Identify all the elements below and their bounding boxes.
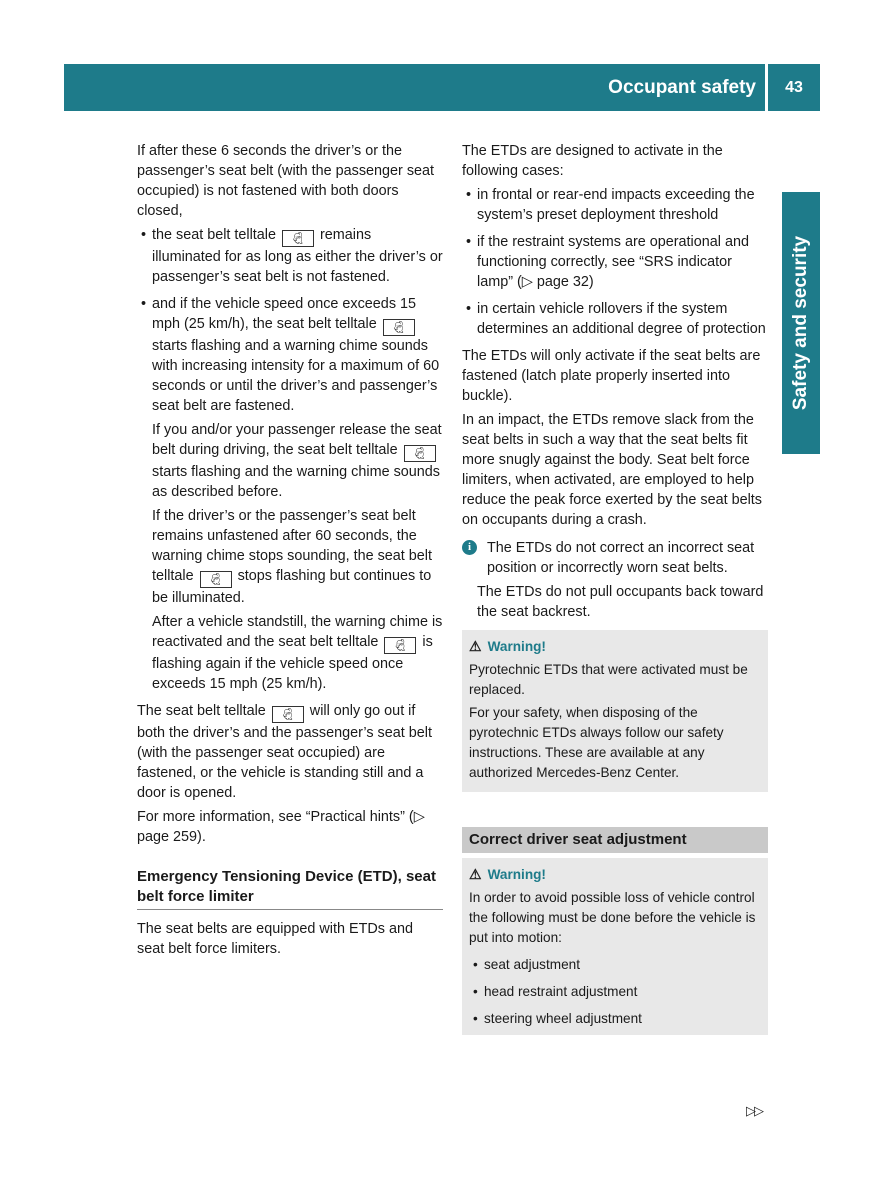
para1-text-a: The seat belt telltale <box>137 703 266 719</box>
list-item <box>137 294 443 694</box>
info-text-2: The ETDs do not pull occupants back toward the seat backrest. <box>477 584 764 620</box>
warning-box <box>462 858 768 1035</box>
warning-triangle-icon: ⚠︎ <box>469 638 482 654</box>
list-item: • in certain vehicle rollovers if the system determines an additional degree of protection <box>462 299 768 339</box>
sub3-text-a: After a vehicle standstill, the warning chime is reactivated and the seat belt telltale <box>152 614 443 650</box>
sub1-text-a: If you and/or your passenger release the seat belt during driving, the seat belt telltale <box>152 422 442 458</box>
seatbelt-telltale-icon: 🕺︎ <box>200 571 232 588</box>
sub-paragraph <box>152 420 443 502</box>
section-title: Occupant safety <box>608 77 756 98</box>
etd-impact-paragraph: In an impact, the ETDs remove slack from the seat belts in such a way that the seat belts fit more snugly against the body. Seat belt force limiters, when activated, are employed to help reduce the peak force exerted by the seat belts on occupants during a crash. <box>462 412 762 528</box>
double-arrow-icon: ▷▷ <box>746 1103 762 1118</box>
warning-title-text: Warning! <box>487 867 546 882</box>
etd-activation-paragraph: The ETDs will only activate if the seat belts are fastened (latch plate properly inserted into buckle). <box>462 348 761 404</box>
sub-paragraph <box>152 612 443 694</box>
etd-activation-list <box>462 185 768 339</box>
bullet2-text-a: and if the vehicle speed once exceeds 15 mph (25 km/h), the seat belt telltale <box>152 296 417 332</box>
list-item: • if the restraint systems are operational and functioning correctly, see “SRS indicator lamp” (▷ page 32) <box>462 232 768 292</box>
list-item: • steering wheel adjustment <box>469 1009 761 1029</box>
chapter-side-tab-label: Safety and security <box>790 235 811 411</box>
sub2-text-a: If the driver’s or the passenger’s seat belt remains unfastened after 60 seconds, the warning chime stops sounding, the seat belt telltale <box>152 508 432 584</box>
warning-title <box>469 864 761 885</box>
list-item: • in frontal or rear-end impacts exceeding the system’s preset deployment threshold <box>462 185 768 225</box>
list-item <box>137 225 443 287</box>
etd-heading: Emergency Tensioning Device (ETD), seat belt force limiter <box>137 867 443 910</box>
warning-text-1: In order to avoid possible loss of vehicle control the following must be done before the vehicle is put into motion: <box>469 890 756 945</box>
left-column <box>137 141 443 963</box>
list-item: • seat adjustment <box>469 955 761 975</box>
info-icon: i <box>462 540 477 555</box>
telltale-bullet-list <box>137 225 443 694</box>
telltale-paragraph <box>137 701 443 803</box>
list-item: • head restraint adjustment <box>469 982 761 1002</box>
right-column <box>462 141 768 1035</box>
chapter-side-tab <box>782 192 820 454</box>
sub3-text-b: is flashing again if the vehicle speed once exceeds 15 mph (25 km/h). <box>152 634 433 692</box>
practical-hints-reference: For more information, see “Practical hints” (▷ page 259). <box>137 809 425 845</box>
sub1-text-b: starts flashing and the warning chime sounds as described before. <box>152 464 440 500</box>
bullet2-text-b: starts flashing and a warning chime sounds with increasing intensity for a maximum of 60 seconds or until the driver’s and passenger’s seat belt are fastened. <box>152 338 440 414</box>
warning-text-1: Pyrotechnic ETDs that were activated must be replaced. <box>469 662 748 697</box>
section-heading: Correct driver seat adjustment <box>462 827 768 853</box>
bullet1-text-a: the seat belt telltale <box>152 227 276 243</box>
info-note <box>462 538 768 622</box>
warning-text-2: For your safety, when disposing of the pyrotechnic ETDs always follow our safety instructions. These are available at any authorized Mercedes-Benz Center. <box>469 705 724 780</box>
warning-box <box>462 630 768 792</box>
sub2-text-b: stops flashing but continues to be illuminated. <box>152 568 432 606</box>
page-number: 43 <box>785 79 803 96</box>
adjustment-list <box>469 955 761 1029</box>
etd-intro: The seat belts are equipped with ETDs and seat belt force limiters. <box>137 921 413 957</box>
left-intro: If after these 6 seconds the driver’s or the passenger’s seat belt (with the passenger seat occupied) is not fastened with both doors closed, <box>137 143 435 219</box>
seatbelt-telltale-icon: 🕺︎ <box>404 445 436 462</box>
info-text-1: The ETDs do not correct an incorrect seat position or incorrectly worn seat belts. <box>487 540 755 576</box>
seatbelt-telltale-icon: 🕺︎ <box>282 230 314 247</box>
bullet1-text-b: remains illuminated for as long as either the driver’s or passenger’s seat belt is not fastened. <box>152 227 443 285</box>
warning-title <box>469 636 761 657</box>
seatbelt-telltale-icon: 🕺︎ <box>383 319 415 336</box>
sub-paragraph <box>152 506 443 608</box>
right-intro: The ETDs are designed to activate in the following cases: <box>462 143 723 179</box>
page-header <box>64 64 820 111</box>
para1-text-b: will only go out if both the driver’s and the passenger’s seat belt (with the passenger seat occupied) are fastened, or the vehicle is standing still and a door is opened. <box>137 703 432 801</box>
seatbelt-telltale-icon: 🕺︎ <box>272 706 304 723</box>
seatbelt-telltale-icon: 🕺︎ <box>384 637 416 654</box>
warning-title-text: Warning! <box>487 639 546 654</box>
warning-triangle-icon: ⚠︎ <box>469 866 482 882</box>
